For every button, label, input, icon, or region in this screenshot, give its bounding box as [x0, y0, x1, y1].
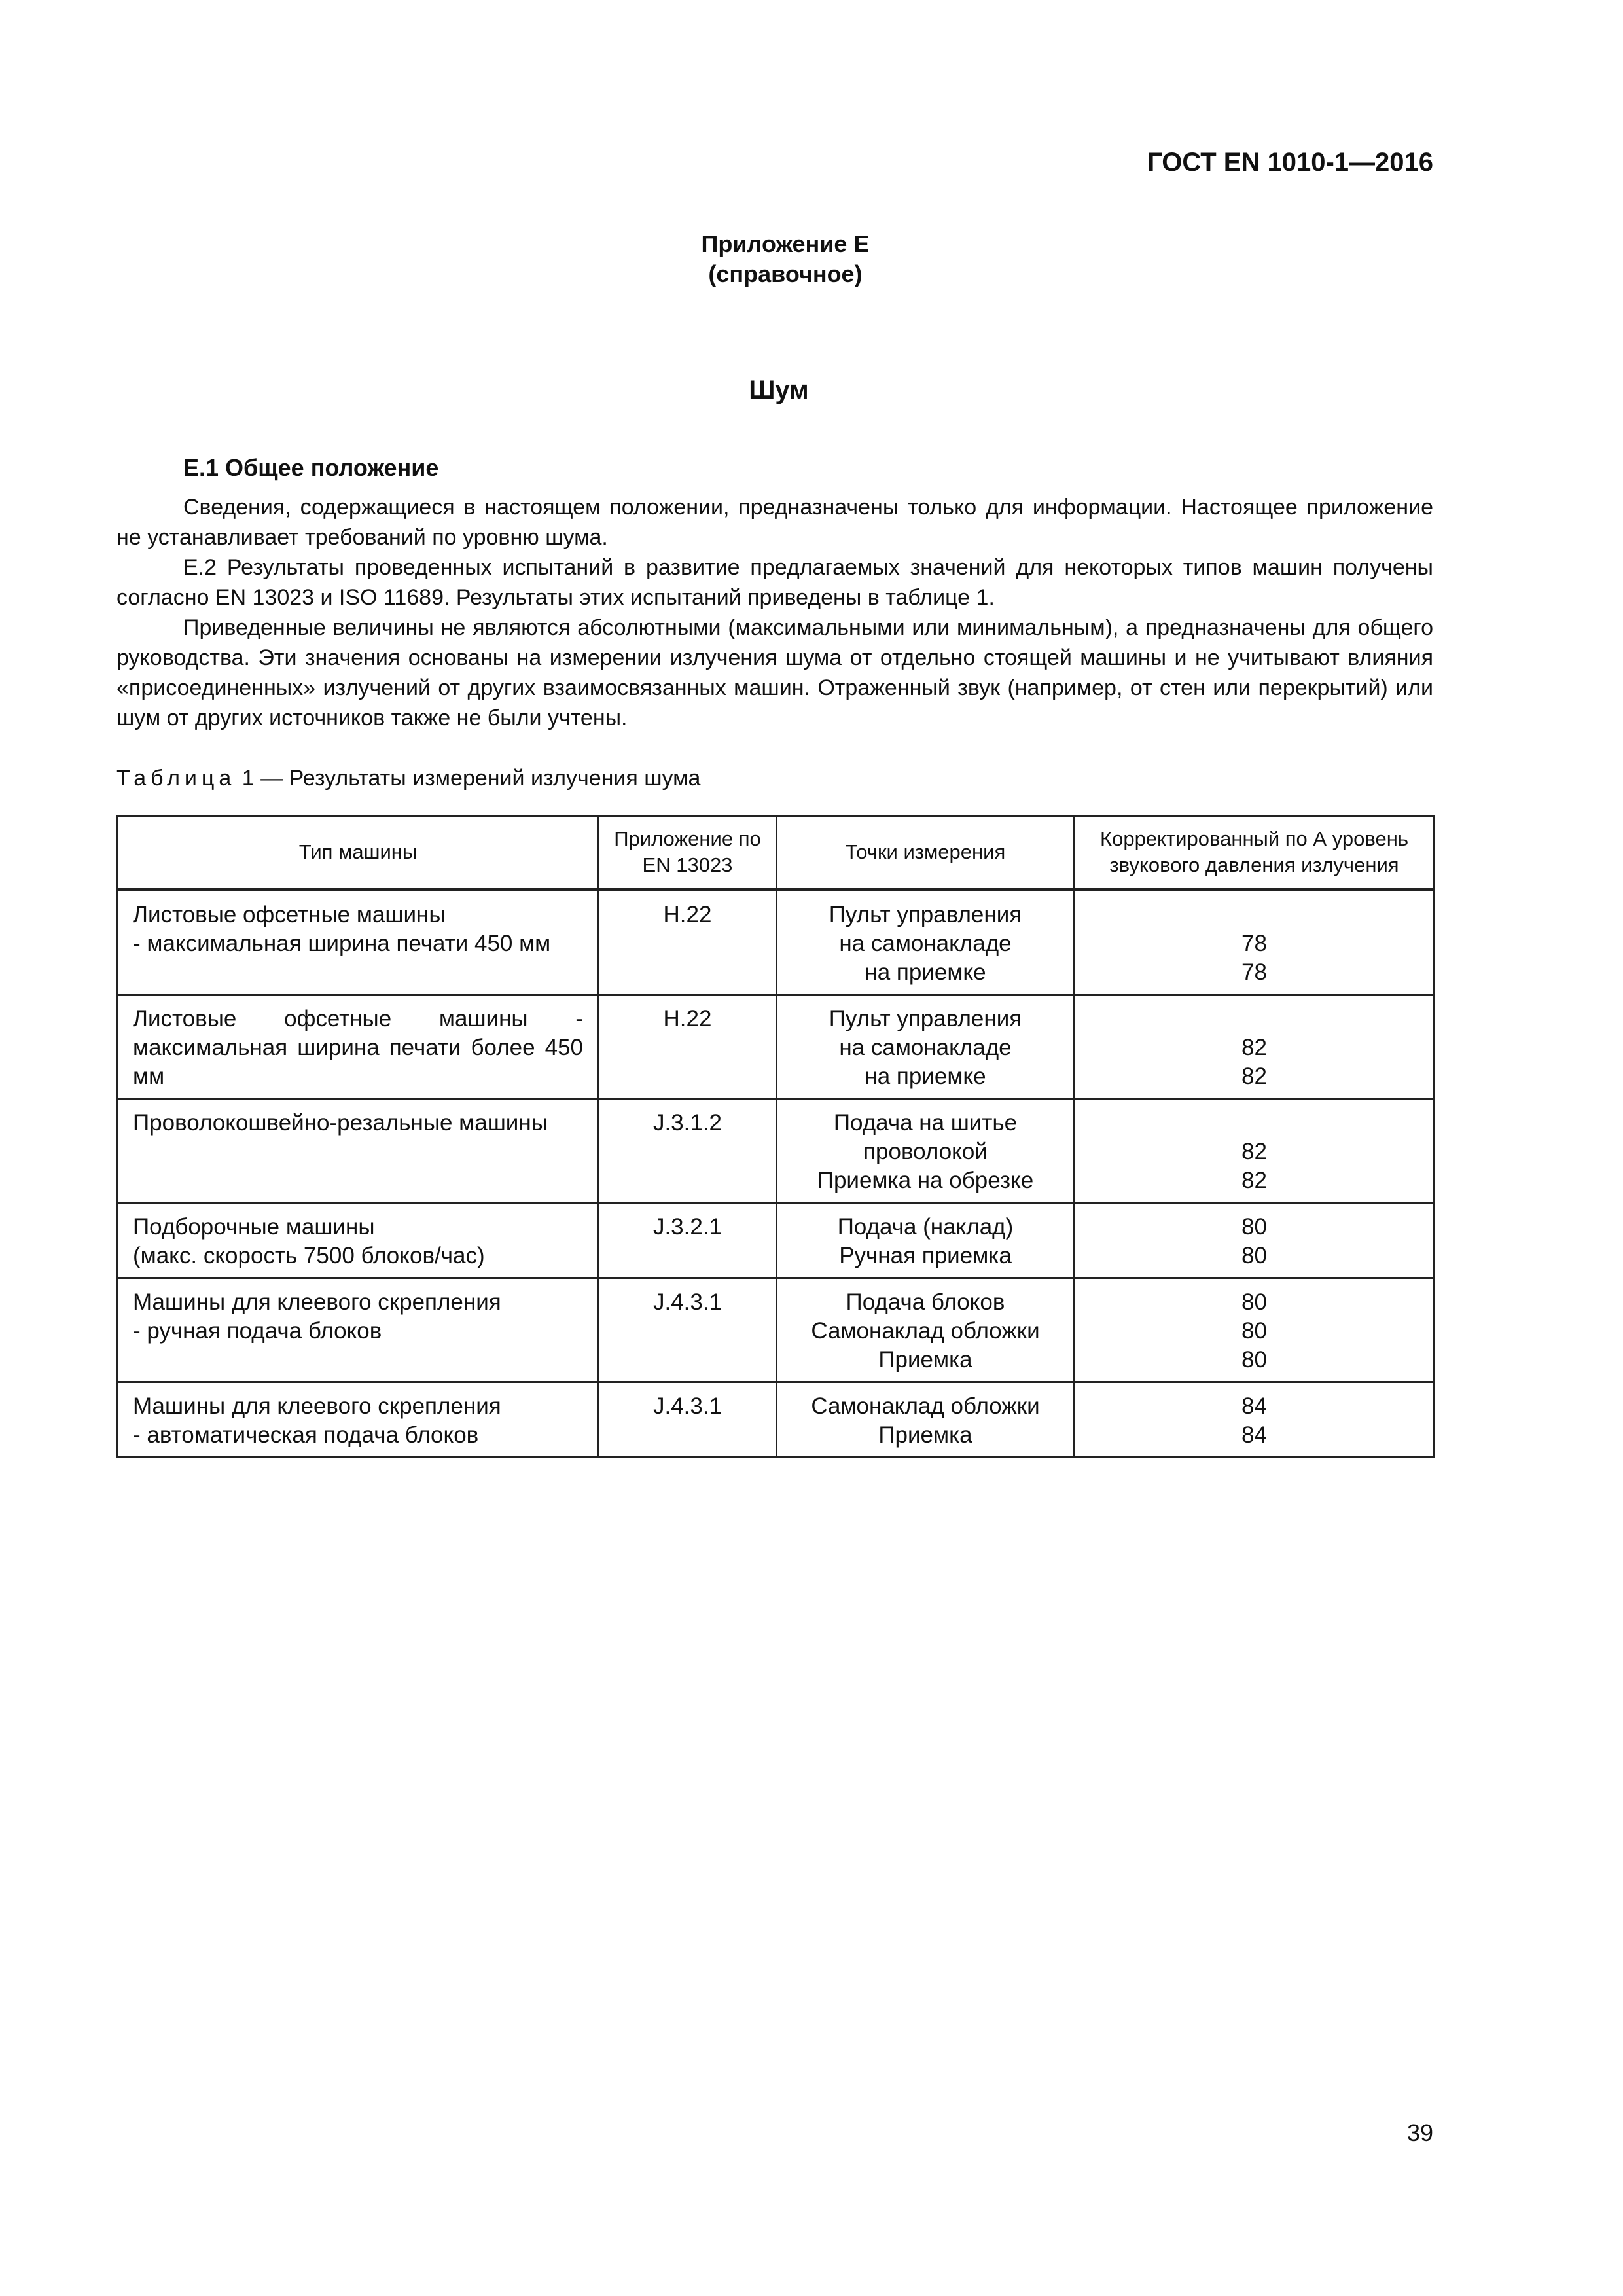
measurement-points-cell	[777, 1382, 1075, 1458]
sound-level-cell-line: 82	[1241, 1064, 1267, 1089]
annex-cell: J.3.1.2	[599, 1099, 777, 1203]
annex-cell: H.22	[599, 995, 777, 1099]
sound-level-cell	[1075, 889, 1435, 995]
machine-type-cell	[118, 889, 599, 995]
measurement-points-cell-line: Приемка на обрезке	[817, 1168, 1034, 1193]
measurement-points-cell-line: на приемке	[865, 1064, 986, 1089]
sound-level-cell-line: 80	[1241, 1243, 1267, 1268]
sound-level-cell	[1075, 995, 1435, 1099]
sound-level-cell-line: 82	[1241, 1139, 1267, 1164]
measurement-points-cell	[777, 889, 1075, 995]
sound-level-cell-line: 82	[1241, 1035, 1267, 1060]
header-sound-level: Корректированный по А уровень звукового давления излучения	[1075, 816, 1435, 890]
sound-level-cell-line	[1090, 1109, 1419, 1138]
sound-level-cell-line: 78	[1241, 931, 1267, 956]
paragraph: E.2 Результаты проведенных испытаний в развитие предлагаемых значений для некоторых типов машин получены согласно EN 13023 и ISO 11689. Результаты этих испытаний приведены в таблице 1.	[116, 555, 1433, 610]
sound-level-cell	[1075, 1382, 1435, 1458]
machine-type-cell-line: (макс. скорость 7500 блоков/час)	[133, 1243, 485, 1268]
subsection-heading: E.1 Общее положение	[183, 454, 439, 481]
measurement-points-cell	[777, 1278, 1075, 1382]
sound-level-cell-line: 80	[1241, 1214, 1267, 1240]
sound-level-cell-line	[1090, 901, 1419, 929]
sound-level-cell	[1075, 1278, 1435, 1382]
machine-type-cell-line: - автоматическая подача блоков	[133, 1422, 479, 1448]
table-caption	[116, 766, 700, 791]
machine-type-cell-line: Листовые офсетные машины	[133, 902, 446, 927]
machine-type-cell-line: Машины для клеевого скрепления	[133, 1289, 501, 1315]
paragraph: Сведения, содержащиеся в настоящем положении, предназначены только для информации. Настоящее приложение не устанавливает требований по уровню шума.	[116, 495, 1433, 550]
measurement-points-cell-line: проволокой	[863, 1139, 988, 1164]
machine-type-cell-line: - ручная подача блоков	[133, 1318, 382, 1344]
measurement-points-cell-line: Самонаклад обложки	[811, 1318, 1040, 1344]
table-row	[118, 889, 1435, 995]
sound-level-cell-line: 78	[1241, 960, 1267, 985]
noise-table	[116, 815, 1435, 1458]
sound-level-cell-line: 84	[1241, 1393, 1267, 1419]
annex-subtitle: (справочное)	[708, 260, 863, 287]
measurement-points-cell-line: Ручная приемка	[839, 1243, 1012, 1268]
sound-level-cell-line: 80	[1241, 1347, 1267, 1372]
section-title: Шум	[749, 376, 809, 404]
measurement-points-cell-line: Пульт управления	[829, 1006, 1022, 1031]
table-header-row	[118, 816, 1435, 890]
header-measurement-points: Точки измерения	[777, 816, 1075, 890]
machine-type-cell-line: Подборочные машины	[133, 1214, 375, 1240]
annex-cell: J.4.3.1	[599, 1278, 777, 1382]
annex-cell: J.3.2.1	[599, 1203, 777, 1278]
table-caption-text: 1 — Результаты измерений излучения шума	[241, 766, 701, 791]
measurement-points-cell-line: Подача (наклад)	[837, 1214, 1014, 1240]
measurement-points-cell-line: Самонаклад обложки	[811, 1393, 1040, 1419]
table-row	[118, 1203, 1435, 1278]
sound-level-cell-line: 82	[1241, 1168, 1267, 1193]
document-code: ГОСТ EN 1010-1—2016	[1147, 148, 1433, 177]
measurement-points-cell-line: на приемке	[865, 960, 986, 985]
table-body	[118, 889, 1435, 1458]
header-machine-type: Тип машины	[118, 816, 599, 890]
page-number: 39	[1406, 2119, 1433, 2146]
machine-type-cell	[118, 1278, 599, 1382]
sound-level-cell-line: 80	[1241, 1289, 1267, 1315]
machine-type-cell	[118, 1203, 599, 1278]
table-row	[118, 1382, 1435, 1458]
machine-type-cell-line: Машины для клеевого скрепления	[133, 1393, 501, 1419]
machine-type-cell-line: Листовые офсетные машины - максимальная ширина печати более 450 мм	[133, 1006, 583, 1089]
table-row	[118, 995, 1435, 1099]
measurement-points-cell-line: Приемка	[878, 1347, 972, 1372]
header-annex: Приложение по EN 13023	[599, 816, 777, 890]
machine-type-cell-line: Проволокошвейно-резальные машины	[133, 1110, 548, 1136]
sound-level-cell-line: 80	[1241, 1318, 1267, 1344]
measurement-points-cell-line: Пульт управления	[829, 902, 1022, 927]
table-row	[118, 1278, 1435, 1382]
measurement-points-cell	[777, 1203, 1075, 1278]
machine-type-cell	[118, 1099, 599, 1203]
sound-level-cell-line: 84	[1241, 1422, 1267, 1448]
annex-cell: H.22	[599, 889, 777, 995]
machine-type-cell	[118, 995, 599, 1099]
machine-type-cell-line: - максимальная ширина печати 450 мм	[133, 931, 551, 956]
measurement-points-cell-line: Подача блоков	[846, 1289, 1005, 1315]
table-row	[118, 1099, 1435, 1203]
measurement-points-cell-line: Приемка	[878, 1422, 972, 1448]
annex-cell: J.4.3.1	[599, 1382, 777, 1458]
sound-level-cell-line	[1090, 1005, 1419, 1033]
annex-title: Приложение E	[701, 230, 870, 257]
paragraph: Приведенные величины не являются абсолютными (максимальными или минимальным), а предназначены для общего руководства. Эти значения основаны на измерении излучения шума от отдельно стоящей машины и не учитывают влияния «присоединенных» излучений от других взаимосвязанных машин. Отраженный звук (например, от стен или перекрытий) или шум от других источников также не были учтены.	[116, 615, 1433, 730]
sound-level-cell	[1075, 1203, 1435, 1278]
table-caption-label: Таблица	[116, 766, 236, 791]
sound-level-cell	[1075, 1099, 1435, 1203]
measurement-points-cell-line: на самонакладе	[839, 931, 1012, 956]
machine-type-cell	[118, 1382, 599, 1458]
measurement-points-cell	[777, 995, 1075, 1099]
measurement-points-cell	[777, 1099, 1075, 1203]
measurement-points-cell-line: на самонакладе	[839, 1035, 1012, 1060]
measurement-points-cell-line: Подача на шитье	[833, 1110, 1018, 1136]
